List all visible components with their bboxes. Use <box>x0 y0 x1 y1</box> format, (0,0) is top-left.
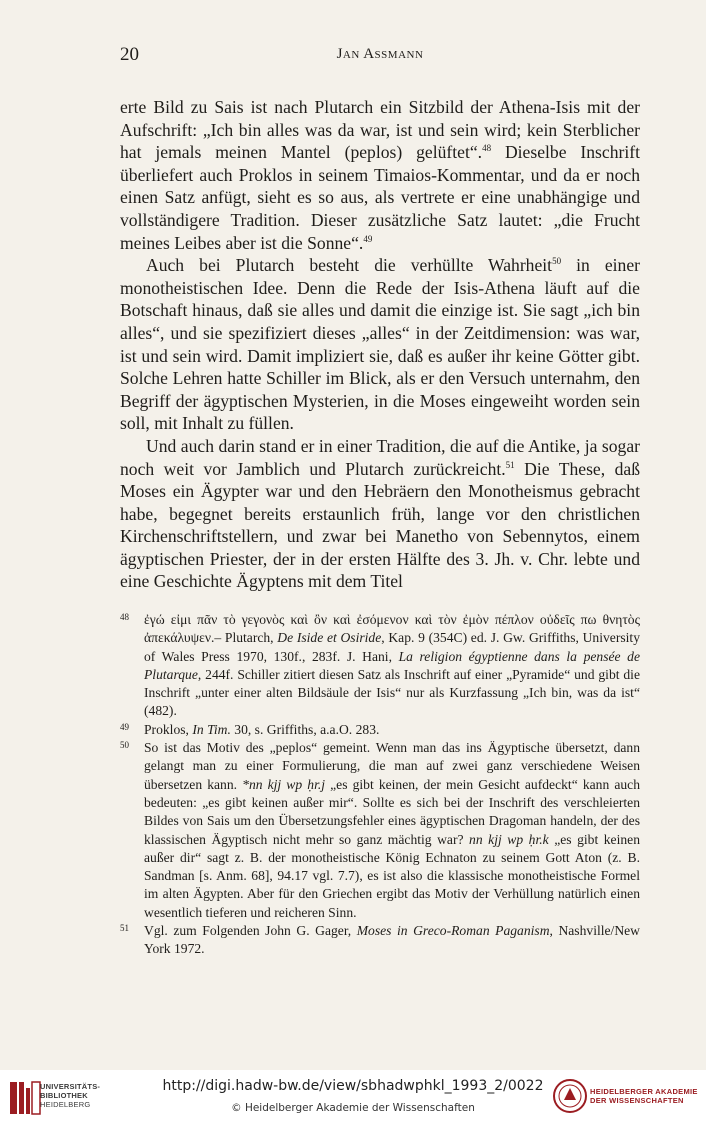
footnote-49 <box>120 721 640 739</box>
text-run: Und auch darin stand er in einer Tradition, die auf die Antike, ja sogar noch weit vor Jamblich und Plutarch zurückreicht. <box>120 435 640 479</box>
page-number: 20 <box>120 44 139 65</box>
footnote-48 <box>120 611 640 721</box>
footnote-number: 50 <box>120 740 129 751</box>
text-run: So ist das Motiv des „peplos“ gemeint. Wenn man das ins Ägyptische übersetzt, dann gelangt man zu einer Formulierung, die man auf zwei ganz verschiedene Weisen übersetzen kann. <box>144 740 640 792</box>
italic-title: In Tim. <box>192 721 231 737</box>
text-run: , 244f. Schiller zitiert diesen Satz als Inschrift auf einer „Pyramide“ und gibt die Inschrift „unter einer alten Bildsäule der Isis“ nur als Kurzfassung „Ich bin, was da ist“ (482). <box>144 666 640 719</box>
footnote-number: 48 <box>120 612 129 622</box>
text-run: Die These, daß Moses ein Ägypter war und den Hebräern den Monotheismus gebracht habe, begegnet bereits erstaunlich früh, lange vor den christlichen Kirchenschriftstellern, und zwar bei Manetho von Sebennytos, einem ägyptischen Priester, der in der ersten Hälfte des 3. Jh. v. Chr. lebte und eine Geschichte Ägyptens mit dem Titel <box>120 458 640 592</box>
body-text <box>120 96 640 593</box>
text-run: , Nashville/New York 1972. <box>144 923 641 957</box>
footnote-ref-49[interactable]: 49 <box>363 233 373 244</box>
academy-line: HEIDELBERGER AKADEMIE <box>590 1087 698 1096</box>
library-line: UNIVERSITÄTS- <box>40 1082 101 1091</box>
footnote-ref-51[interactable]: 51 <box>505 459 515 470</box>
academy-seal-icon[interactable] <box>552 1078 588 1114</box>
text-run: in einer monotheistischen Idee. Denn die Rede der Isis-Athena läuft auf die Botschaft hinaus, daß sie alles und damit die einzige ist. Sie sagt „ich bin alles“, und sie spezifiziert dieses „alles“ in der Zeitdimension: was war, ist und sein wird. Damit impliziert sie, daß es außer ihr keine Götter gibt. Solche Lehren hatte Schiller im Blick, als er den Versuch unternahm, den Begriff der ägyptischen Mysterien, in die Moses eingeweiht worden sein soll, mit Inhalt zu füllen. <box>120 255 640 434</box>
text-run: „es gibt keinen außer dir“ sagt z. B. der monotheistische König Echnaton zu seinem Gott Aton (z. B. Sandman [s. Anm. 68], 94.17 vgl. 7.7), es ist also die klassische monotheistische Formel im alten Ägypten. Aber für den Griechen ergibt das Motiv der Verhüllung natürlich einen wesentlich tieferen und reicheren Sinn. <box>144 831 640 920</box>
viewer-footer <box>0 1070 706 1124</box>
text-run: Dieselbe Inschrift überliefert auch Proklos in seinem Timaios-Kommentar, und da er noch einen Satz anfügt, sieht es so aus, als vertrete er eine unabhängige und vollständigere Tradition. Dieser zusätzliche Satz lautet: „die Frucht meines Leibes aber ist die Sonne“. <box>120 142 640 253</box>
footnotes <box>120 611 640 959</box>
footnote-ref-50[interactable]: 50 <box>552 256 562 267</box>
italic-title: Moses in Greco-Roman Paganism <box>356 923 550 939</box>
footnote-number: 51 <box>120 923 129 934</box>
footnote-51 <box>120 922 640 959</box>
paragraph-1 <box>120 96 640 254</box>
italic-title: De Iside et Osiride <box>277 630 382 646</box>
text-run: „es gibt keinen, der mein Gesicht aufdeckt“ kann auch bedeuten: „es gibt keinen außer mir“. Sollte es sich bei der Inschrift des verschleierten Bildes von Sais um den Übersetzungsfehler eines ägyptischen Dragoman handeln, der des klassischen Ägyptisch nicht mehr so ganz mächtig war? <box>144 776 640 847</box>
text-run: Proklos, <box>144 721 193 737</box>
footnote-ref-48[interactable]: 48 <box>482 143 492 154</box>
copyright-notice: © Heidelberger Akademie der Wissenschaften <box>231 1102 475 1114</box>
text-run: 30, s. Griffiths, a.a.O. 283. <box>230 721 380 737</box>
text-run: ἐγώ εἰμι πᾶν τὸ γεγονὸς καὶ ὂν καὶ ἐσόμενον καὶ τὸν ἐμὸν πέπλον οὐδεῖς πω θνητὸς ἀπεκάλυψεν.– Plutarch, <box>144 612 640 646</box>
text-run: Vgl. zum Folgenden John G. Gager, <box>144 923 357 939</box>
italic-transliteration: nn kjj wp ḥr.k <box>469 831 549 847</box>
library-line: HEIDELBERG <box>40 1100 91 1109</box>
italic-transliteration: *nn kjj wp ḥr.j <box>242 776 326 792</box>
italic-title: La religion égyptienne dans la pensée de Plutarque <box>144 648 640 682</box>
academy-line: DER WISSENSCHAFTEN <box>590 1096 684 1105</box>
running-head-author: Jan Assmann <box>336 46 424 62</box>
library-line: BIBLIOTHEK <box>40 1091 88 1100</box>
permalink-url[interactable]: http://digi.hadw-bw.de/view/sbhadwphkl_1993_2/0022 <box>162 1078 544 1094</box>
footnote-number: 49 <box>120 721 129 732</box>
academy-name <box>590 1087 698 1105</box>
paragraph-2 <box>120 254 640 435</box>
text-run: erte Bild zu Sais ist nach Plutarch ein Sitzbild der Athena-Isis mit der Aufschrift: „Ich bin alles was da war, ist und sein wird; kein Sterblicher hat jemals meinen Mantel (peplos) gelüftet“. <box>120 97 640 163</box>
footnote-50 <box>120 739 640 922</box>
running-header <box>120 44 640 68</box>
paragraph-3 <box>120 435 640 593</box>
text-run: , Kap. 9 (354C) ed. J. Gw. Griffiths, University of Wales Press 1970, 130f., 283f. J. Hani, <box>144 630 640 664</box>
text-run: Auch bei Plutarch besteht die verhüllte Wahrheit <box>146 255 553 276</box>
